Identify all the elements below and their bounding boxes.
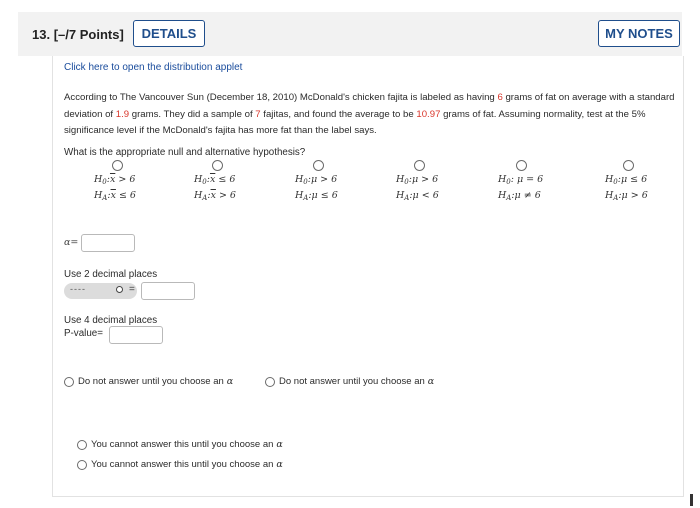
conclusion-label: You cannot answer this until you choose an [91,459,274,470]
conclusion-option-2[interactable] [77,459,283,470]
alpha-input[interactable] [81,234,135,252]
question-number: 13. [32,27,51,42]
ha-label: $H_A:\overline{x} > 6$ [194,190,236,202]
test-statistic-input[interactable] [141,282,195,300]
radio-button[interactable] [516,160,527,171]
problem-text-5: grams of fat. Assuming normality, test at the 5% significance level if the McDonald's fajita has more fat than the label says. [64,108,646,136]
h0-label: $H_0:\mu \le 6$ [605,174,648,186]
hypothesis-option-2[interactable] [194,160,256,205]
question-points [32,27,124,42]
hypothesis-option-5[interactable] [498,160,560,205]
equals-sign: = [129,284,135,295]
sd-value: 1.9 [115,108,130,120]
h0-label: $H_0:\mu > 6$ [295,174,338,186]
chevron-down-icon [116,286,123,293]
radio-button[interactable] [77,460,87,470]
radio-button[interactable] [623,160,634,171]
problem-statement [64,90,678,140]
hypothesis-question: What is the appropriate null and alternative hypothesis? [64,147,306,158]
problem-text-4: fajitas, and found the average to be [260,108,417,120]
h0-label: $H_0$: μ = 6 [498,174,544,186]
points-label: [–/7 Points] [53,27,124,42]
h0-label: $H_0:\overline{x} \le 6$ [194,174,236,186]
radio-button[interactable] [313,160,324,171]
select-value: ---- [70,284,86,294]
test-statistic-select[interactable] [64,283,137,299]
alpha-symbol: α [226,376,234,387]
radio-button[interactable] [212,160,223,171]
question-header [18,12,682,56]
radio-button[interactable] [77,440,87,450]
pvalue-instruction: Use 4 decimal places [64,315,158,326]
hypothesis-option-4[interactable] [396,160,458,205]
sample-mean-value: 10.97 [416,108,441,120]
hypothesis-option-1[interactable] [94,160,156,205]
h0-label: $H_0:\mu > 6$ [396,174,439,186]
pvalue-label: P-value= [64,328,103,339]
ha-label: $H_A:\mu \ne 6$ [498,190,541,202]
alpha-symbol: α [276,439,283,450]
hypothesis-option-6[interactable] [605,160,667,205]
test-stat-instruction: Use 2 decimal places [64,269,158,280]
ha-label: $H_A:\mu > 6$ [605,190,648,202]
ha-label: $H_A:\overline{x} \le 6$ [94,190,136,202]
ha-label: $H_A:\mu \le 6$ [295,190,338,202]
alpha-symbol: α [276,459,283,470]
conclusion-label: You cannot answer this until you choose an [91,439,274,450]
sample-size-value: 7 [255,108,261,120]
pvalue-input[interactable] [109,326,163,344]
decision-option-1[interactable] [64,376,233,387]
alpha-label: α= [64,237,79,248]
problem-text-1: According to The Vancouver Sun (December 18, 2010) McDonald's chicken fajita is labeled as having [64,92,498,103]
radio-button[interactable] [414,160,425,171]
conclusion-option-1[interactable] [77,439,283,450]
h0-label: $H_0:\overline{x} > 6$ [94,174,136,186]
problem-text-3: grams. They did a sample of [129,108,256,120]
fat-value: 6 [497,92,503,103]
details-button[interactable]: DETAILS [133,20,205,47]
decision-label: Do not answer until you choose an [279,376,425,387]
hypothesis-option-3[interactable] [295,160,357,205]
decision-label: Do not answer until you choose an [78,376,224,387]
ha-label: $H_A:\mu < 6$ [396,190,439,202]
my-notes-button[interactable]: MY NOTES [598,20,680,47]
text-cursor [690,494,693,506]
alpha-symbol: α [427,376,435,387]
radio-button[interactable] [64,377,74,387]
radio-button[interactable] [112,160,123,171]
radio-button[interactable] [265,377,275,387]
distribution-applet-link[interactable]: Click here to open the distribution applet [64,62,243,73]
problem-text-2: grams of fat on average with a standard deviation of [64,92,675,120]
decision-option-2[interactable] [265,376,434,387]
